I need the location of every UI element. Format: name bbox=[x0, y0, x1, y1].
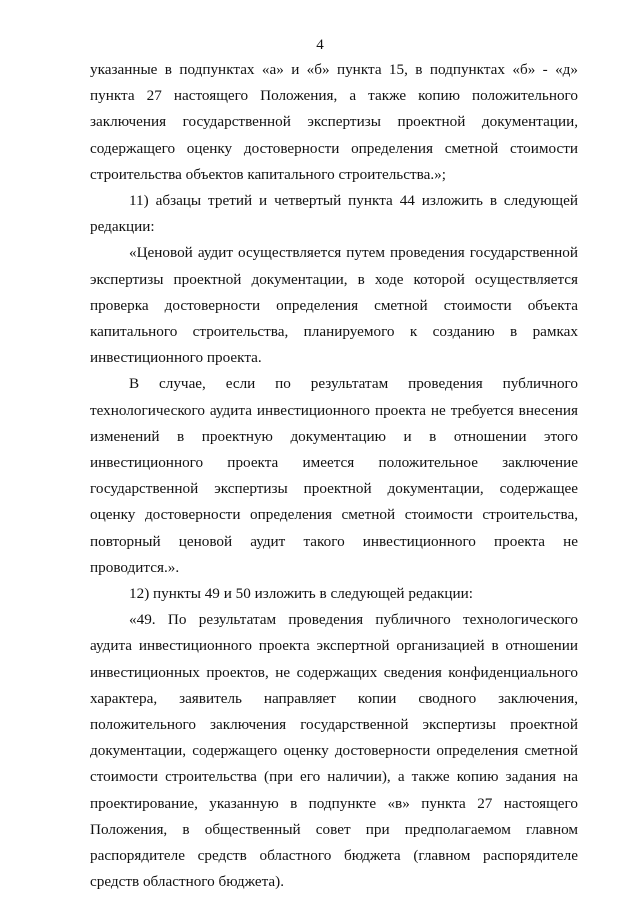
paragraph-price-audit: «Ценовой аудит осуществляется путем проведения государственной экспертизы проектной документации, в ходе которой осуществляется проверка достоверности определения сметной стоимости объекта капитального строительства, планируемого к созданию в рамках инвестиционного проекта. bbox=[90, 244, 578, 367]
paragraph-item-12: 12) пункты 49 и 50 изложить в следующей редакции: bbox=[129, 585, 473, 603]
paragraph-item-49: «49. По результатам проведения публичного технологического аудита инвестиционного проекта экспертной организацией в отношении инвестиционных проектов, не содержащих сведения конфиденциального характера, заявитель направляет копии сводного заключения, положительного заключения государственной экспертизы проектной документации, содержащего оценку достоверности определения сметной стоимости строительства (при его наличии), а также копию задания на проектирование, указанную в подпункте «в» пункта 27 настоящего Положения, в общественный совет при предполагаемом главном распорядителе средств областного бюджета (главном распорядителе средств областного бюджета). bbox=[90, 611, 578, 891]
paragraph-item-11: 11) абзацы третий и четвертый пункта 44 изложить в следующей редакции: bbox=[90, 192, 578, 236]
page-number: 4 bbox=[316, 37, 324, 53]
paragraph-continuation: указанные в подпунктах «а» и «б» пункта 15, в подпунктах «б» - «д» пункта 27 настоящего Положения, а также копию положительного заключения государственной экспертизы проектной документации, содержащего оценку достоверности определения сметной стоимости строительства объектов капитального строительства.»; bbox=[90, 61, 578, 183]
paragraph-case: В случае, если по результатам проведения публичного технологического аудита инвестиционного проекта не требуется внесения изменений в проектную документацию и в отношении этого инвестиционного проекта имеется положительное заключение государственной экспертизы проектной документации, содержащее оценку достоверности определения сметной стоимости строительства, повторный ценовой аудит такого инвестиционного проекта не проводится.». bbox=[90, 375, 578, 576]
document-body bbox=[90, 57, 578, 896]
